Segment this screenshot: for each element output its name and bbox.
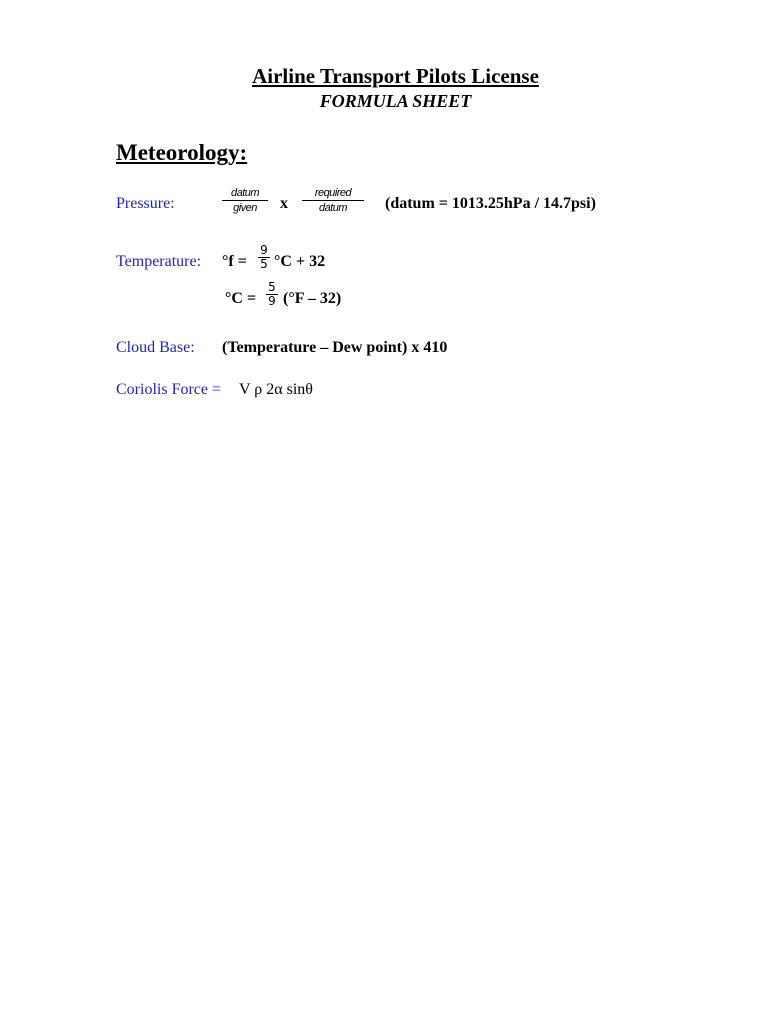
- celsius-fraction: [266, 281, 278, 308]
- fraction-numerator: datum: [230, 187, 260, 199]
- coriolis-force-formula: V ρ 2α sinθ: [239, 381, 313, 398]
- fraction-numerator: 9: [260, 243, 268, 257]
- pressure-fraction-required-datum: [302, 186, 364, 215]
- fahrenheit-formula-lhs: °f =: [222, 253, 247, 270]
- fraction-denominator: datum: [318, 202, 348, 214]
- pressure-label: Pressure:: [116, 195, 175, 212]
- fraction-denominator: 9: [268, 294, 276, 308]
- celsius-formula-lhs: °C =: [225, 290, 257, 307]
- fahrenheit-fraction: [258, 244, 270, 271]
- fraction-numerator: required: [314, 187, 352, 199]
- fraction-numerator: 5: [268, 280, 276, 294]
- document-title: Airline Transport Pilots License: [252, 64, 539, 88]
- section-heading-meteorology: Meteorology:: [116, 140, 248, 165]
- pressure-times-sign: x: [280, 195, 288, 212]
- temperature-label: Temperature:: [116, 253, 202, 270]
- cloud-base-formula: (Temperature – Dew point) x 410: [222, 339, 448, 356]
- cloud-base-label: Cloud Base:: [116, 339, 195, 356]
- fahrenheit-formula-rhs: °C + 32: [274, 253, 326, 270]
- pressure-fraction-datum-given: [222, 186, 268, 215]
- pressure-datum-note: (datum = 1013.25hPa / 14.7psi): [385, 195, 596, 212]
- fraction-denominator: given: [233, 202, 257, 214]
- coriolis-force-label: Coriolis Force =: [116, 381, 222, 398]
- fraction-denominator: 5: [260, 257, 268, 271]
- document-subtitle: FORMULA SHEET: [319, 91, 472, 111]
- celsius-formula-rhs: (°F – 32): [283, 290, 342, 307]
